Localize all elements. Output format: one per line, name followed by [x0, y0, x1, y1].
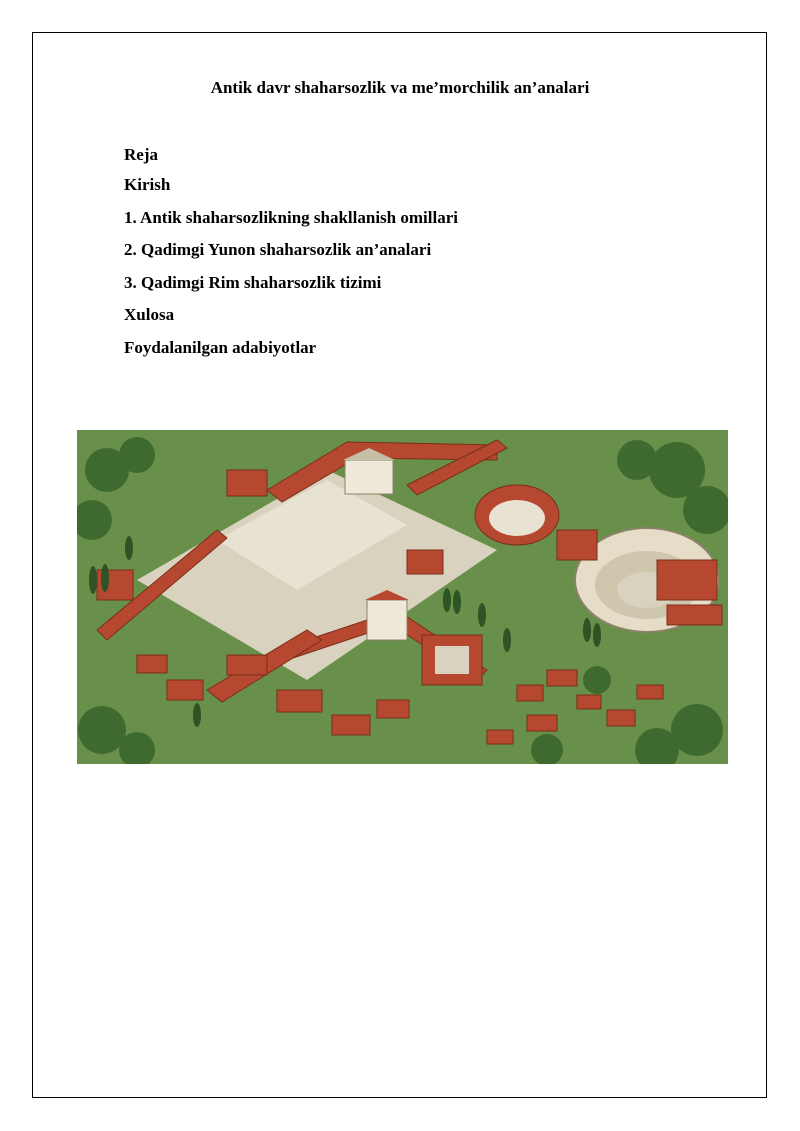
outline-item-1: 1. Antik shaharsozlikning shakllanish omillari [124, 207, 458, 227]
outline-item-2: 2. Qadimgi Yunon shaharsozlik an’analari [124, 240, 432, 259]
ancient-city-illustration [77, 430, 728, 764]
document-title: Antik davr shaharsozlik va me’morchilik an’analari [210, 78, 590, 97]
outline-item-introduction: Kirish [124, 175, 171, 194]
outline-item-conclusion: Xulosa [124, 305, 175, 324]
outline-item-references: Foydalanilgan adabiyotlar [124, 337, 317, 357]
outline-item-3: 3. Qadimgi Rim shaharsozlik tizimi [124, 272, 382, 292]
plan-heading: Reja [124, 145, 158, 164]
plan-outline [124, 176, 458, 371]
